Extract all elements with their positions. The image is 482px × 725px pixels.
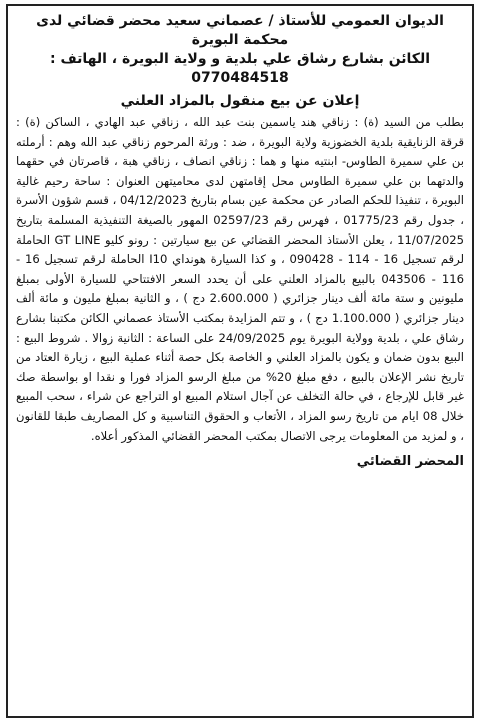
notice-subject: إعلان عن بيع منقول بالمزاد العلني — [120, 93, 360, 109]
notice-body — [16, 113, 464, 446]
signature: المحضر القضائي — [356, 454, 464, 470]
notice-paragraph: بطلب من السيد (ة) : زناقي هند ياسمين بنت عبد الله ، زناقي عبد الهادي ، الساكن (ة) : قرقة الزنايقية بلدية الخضوزية ولاية البويرة ، ضد : ورثة المرحوم زناقي عبد الله وهم : أرملته بن علي سميرة الطاوس- ابنتيه منها و هما : زناقي انصاف ، زناقي هبة ، قاصرتان في حقهما والدتهما بن علي سميرة الطاوس محل إقامتهن لدى محاميتهن العنوان : ساحة رحيم غالية البويرة ، تنفيذا للحكم الصادر عن محكمة عين بسام بتاريخ 04/12/2023 ، قسم شؤون الأسرة ، جدول رقم 01775/23 ، فهرس رقم 02597/23 المهور بالصيغة التنفيذية المسلمة بتاريخ 11/07/2025 ، يعلن الأستاذ المحضر القضائي عن بيع سيارتين : رونو كليو GT LINE الحاملة لرقم تسجيل 16 - 114 - 090428 ، و كذا السيارة هونداي I10 الحاملة لرقم تسجيل 16 - 116 - 043506 بالبيع بالمزاد العلني على أن يحدد السعر الافتتاحي للسيارة الأولى بمبلغ مليونين و ستة مائة ألف دينار جزائري ( 2.600.000 دج ) ، و الثانية بمبلغ مليون و مائة ألف دينار جزائري ( 1.100.000 دج ) ، و تتم المزايدة بمكتب الأستاذ عصماني الكائن مكتبنا بشارع رشاق علي ، بلدية وولاية البويرة يوم 24/09/2025 على الساعة : الثانية زوالا . شروط البيع : البيع بدون ضمان و يكون بالمزاد العلني و الخاصة بكل حصة أثناء عملية البيع ، زيارة العتاد من تاريخ نشر الإعلان بالبيع ، دفع مبلغ 20% من مبلغ الرسو المزاد فورا و نقدا او بواسطة صك غير قابل للإرجاع ، في حالة التخلف عن آجال استلام المبيع او التراجع عن شراء ، سحب المبيع خلال 08 ايام من تاريخ رسو المزاد ، الأتعاب و الحقوق التناسبية و كل المصاريف طبقا للقانون ، و لمزيد من المعلومات يرجى الاتصال بمكتب المحضر القضائي المذكور أعلاه. — [16, 115, 465, 443]
office-address: الكائن بشارع رشاق علي بلدية و ولاية البويرة ، الهاتف : — [49, 51, 431, 67]
office-phone: 0770484518 — [191, 70, 289, 86]
court-name: محكمة البويرة — [191, 32, 289, 48]
notice-frame — [6, 4, 474, 718]
office-title: الديوان العمومي للأستاذ / عصماني سعيد محضر قضائي لدى — [36, 13, 444, 29]
